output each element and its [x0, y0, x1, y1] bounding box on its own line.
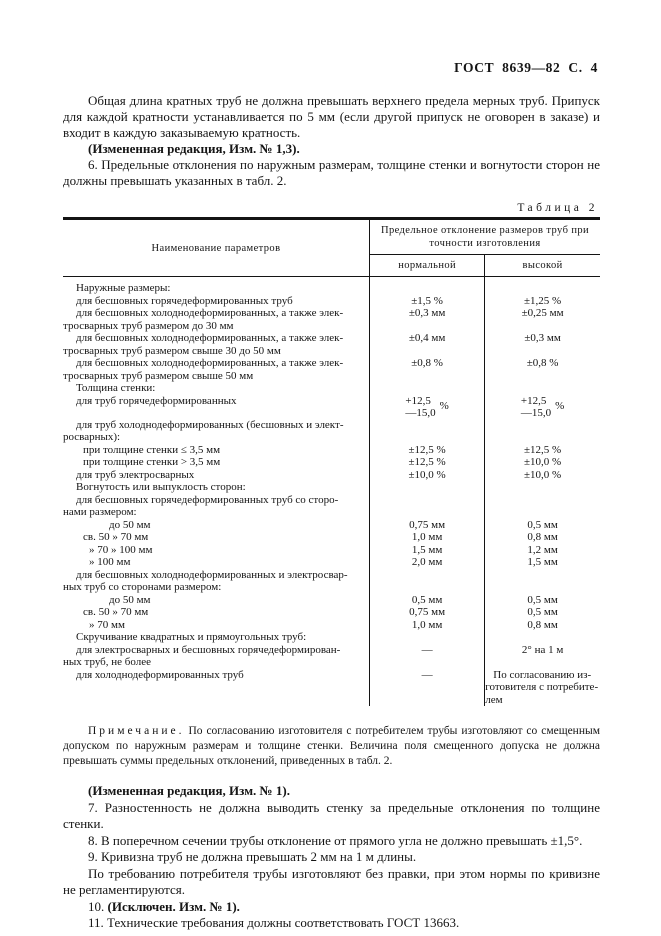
col-header-params: Наименование параметров — [63, 219, 370, 277]
param-label: для бесшовных холоднодеформированных, а также элек- тросварных труб размером свыше 30 до 50 мм — [63, 332, 370, 357]
normal-value — [370, 631, 485, 644]
table-row — [63, 307, 600, 332]
normal-value: 1,0 мм — [370, 531, 485, 544]
paragraph — [63, 849, 600, 866]
high-value: По согласованию из- готовителя с потребите- лем — [485, 668, 599, 706]
table-row — [63, 332, 600, 357]
high-value: 0,8 мм — [527, 618, 558, 631]
normal-value: 0,75 мм — [370, 519, 485, 532]
paragraph — [63, 157, 600, 189]
normal-value: 2,0 мм — [370, 556, 485, 569]
param-label: » 70 » 100 мм — [63, 544, 370, 557]
param-label: для труб электросварных — [63, 469, 370, 482]
normal-value: — — [370, 669, 485, 707]
table-row — [63, 295, 600, 308]
param-label: Наружные размеры: — [63, 277, 370, 295]
note-label: Примечание. — [88, 725, 185, 737]
normal-value: — — [370, 644, 485, 669]
high-value: 0,5 мм — [527, 518, 558, 531]
page-header: ГОСТ 8639—82 С. 4 — [454, 60, 598, 75]
table-row — [63, 544, 600, 557]
high-value: ±12,5 % — [524, 443, 562, 456]
paragraph-text: По требованию потребителя трубы изготовляют без правки, при этом нормы по кривизне не регламентируются. — [63, 865, 600, 897]
high-value: 1,5 мм — [527, 556, 558, 568]
high-value: ±1,25 % — [524, 294, 562, 307]
paragraph-text: 10. — [88, 898, 108, 914]
high-value — [485, 494, 600, 519]
paragraph-text: 9. Кривизна труб не должна превышать 2 мм на 1 м длины. — [88, 849, 417, 864]
param-label: для бесшовных горячедеформированных труб со сторо- нами размером: — [63, 494, 370, 519]
paragraph-text: 11. Технические требования должны соответствовать ГОСТ 13663. — [88, 915, 460, 930]
table-row — [63, 469, 600, 482]
table-row — [63, 419, 600, 444]
normal-value: ±12,5 % — [370, 456, 485, 469]
param-label: » 100 мм — [63, 556, 370, 569]
table-row — [63, 606, 600, 619]
param-label: для труб горячедеформированных — [63, 395, 370, 419]
param-label: для бесшовных холоднодеформированных и электросвар- ных труб со сторонами размером: — [63, 569, 370, 594]
high-value: ±0,8 % — [526, 357, 559, 369]
param-label: Толщина стенки: — [63, 382, 370, 395]
normal-value: ±10,0 % — [370, 469, 485, 482]
paragraph-text: (Измененная редакция, Изм. № 1). — [88, 783, 290, 798]
param-label: » 70 мм — [63, 619, 370, 632]
param-label: для труб холоднодеформированных (бесшовных и элект- росварных): — [63, 419, 370, 444]
param-label: св. 50 » 70 мм — [63, 606, 370, 619]
high-value: ±10,0 % — [524, 468, 562, 481]
paragraph-text: (Исключен. Изм. № 1). — [107, 898, 240, 914]
table-caption: Таблица 2 — [517, 202, 598, 214]
table-row — [63, 481, 600, 494]
high-value: 0,5 мм — [527, 593, 558, 606]
paragraph-text: 6. Предельные отклонения по наружным размерам, толщине стенки и вогнутости сторон не должны превышать указанных в табл. 2. — [63, 157, 600, 188]
normal-value: 1,5 мм — [370, 544, 485, 557]
normal-value: ±0,3 мм — [370, 307, 485, 332]
table-row — [63, 494, 600, 519]
high-value: 1,2 мм — [527, 543, 558, 556]
stacked-tolerance-value: +12,5 —15,0 % — [405, 394, 449, 419]
normal-value: 0,75 мм — [370, 606, 485, 619]
table-row — [63, 631, 600, 644]
paragraph-text: (Измененная редакция, Изм. № 1,3). — [88, 141, 300, 156]
table-row — [63, 619, 600, 632]
high-value: ±0,3 мм — [524, 332, 561, 344]
paragraph — [63, 866, 600, 899]
high-value: ±0,25 мм — [521, 307, 564, 319]
param-label: для бесшовных холоднодеформированных, а также элек- тросварных труб размером до 30 мм — [63, 307, 370, 332]
paragraph — [63, 800, 600, 833]
high-value — [485, 382, 600, 395]
table-row — [63, 531, 600, 544]
table-row — [63, 456, 600, 469]
table-row — [63, 444, 600, 457]
normal-value: 0,5 мм — [370, 594, 485, 607]
table-row — [63, 669, 600, 707]
normal-value — [370, 494, 485, 519]
paragraph — [63, 899, 600, 916]
param-label: Скручивание квадратных и прямоугольных труб: — [63, 631, 370, 644]
normal-value — [370, 481, 485, 494]
param-label: для холоднодеформированных труб — [63, 669, 370, 707]
param-label: при толщине стенки > 3,5 мм — [63, 456, 370, 469]
col-header-normal: нормальной — [370, 255, 485, 277]
table-row — [63, 644, 600, 669]
high-value — [485, 481, 600, 494]
paragraph — [63, 783, 600, 800]
param-label: до 50 мм — [63, 519, 370, 532]
note-block — [63, 724, 600, 769]
normal-value — [370, 569, 485, 594]
tolerance-table — [63, 217, 600, 706]
table-row — [63, 519, 600, 532]
normal-value — [370, 395, 485, 419]
high-value — [485, 631, 600, 644]
high-value — [485, 277, 600, 295]
normal-value: 1,0 мм — [370, 619, 485, 632]
paragraph-text: Общая длина кратных труб не должна превышать верхнего предела мерных труб. Припуск для каждой кратности устанавливается по 5 мм (если другой припуск не оговорен в заказе) и входит в каждую заказываемую кратность. — [63, 93, 600, 140]
normal-value: ±12,5 % — [370, 444, 485, 457]
high-value: 2° на 1 м — [521, 643, 564, 656]
high-value — [485, 395, 600, 419]
param-label: для бесшовных горячедеформированных труб — [63, 295, 370, 308]
paragraph — [63, 915, 600, 932]
table-row — [63, 357, 600, 382]
paragraph — [63, 93, 600, 141]
paragraph-text: 7. Разностенность не должна выводить стенку за предельные отклонения по толщине стенки. — [63, 799, 600, 831]
intro-paragraphs — [63, 93, 600, 189]
param-label: до 50 мм — [63, 594, 370, 607]
paragraph — [63, 141, 600, 157]
table-row — [63, 556, 600, 569]
normal-value: ±1,5 % — [370, 295, 485, 308]
normal-value — [370, 382, 485, 395]
normal-value — [370, 277, 485, 295]
normal-value — [370, 419, 485, 444]
col-header-deviation: Предельное отклонение размеров труб при точности изготовления — [370, 219, 601, 255]
param-label: при толщине стенки ≤ 3,5 мм — [63, 444, 370, 457]
param-label: для электросварных и бесшовных горячедеформирован- ных труб, не более — [63, 644, 370, 669]
param-label: для бесшовных холоднодеформированных, а также элек- тросварных труб размером свыше 50 мм — [63, 357, 370, 382]
table-row — [63, 594, 600, 607]
table-row — [63, 382, 600, 395]
paragraph-text: 8. В поперечном сечении трубы отклонение от прямого угла не должно превышать ±1,5°. — [88, 832, 583, 848]
high-value — [485, 569, 600, 594]
stacked-tolerance-value: +12,5 —15,0 % — [520, 394, 565, 419]
table-row — [63, 395, 600, 419]
closing-paragraphs — [63, 783, 600, 932]
col-header-high: высокой — [485, 255, 600, 277]
normal-value: ±0,8 % — [370, 357, 485, 382]
param-label: Вогнутость или выпуклость сторон: — [63, 481, 370, 494]
high-value: 0,8 мм — [527, 531, 558, 543]
table-row — [63, 569, 600, 594]
param-label: св. 50 » 70 мм — [63, 531, 370, 544]
normal-value: ±0,4 мм — [370, 332, 485, 357]
table-row — [63, 277, 600, 295]
high-value: 0,5 мм — [527, 606, 558, 618]
note-text: По согласованию изготовителя с потребителем трубы изготовляют со смещенным допуском по наружным размерам и толщине стенки. Величина поля смещенного допуска не должна превышать суммы предельных отклонений, приведенных в табл. 2. — [63, 725, 600, 767]
paragraph — [63, 833, 600, 850]
high-value — [485, 419, 600, 444]
high-value: ±10,0 % — [524, 456, 562, 468]
